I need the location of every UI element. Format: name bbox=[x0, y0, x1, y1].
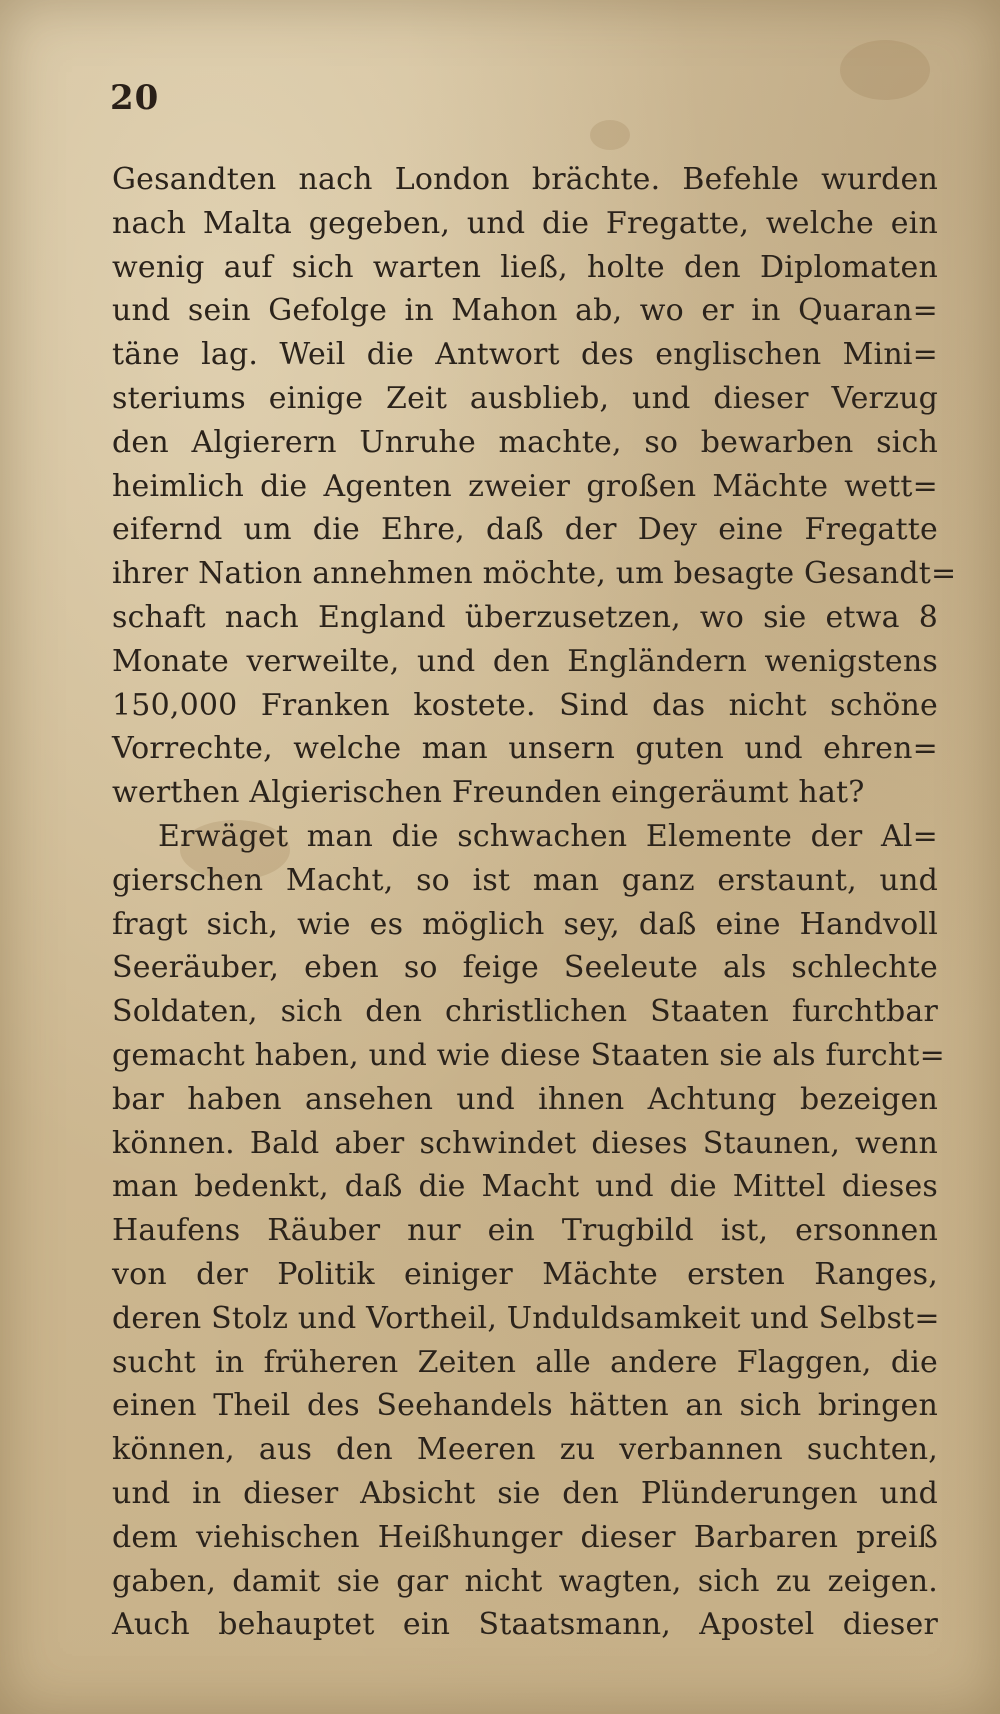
text-line: nach Malta gegeben, und die Fregatte, welche ein bbox=[112, 205, 938, 241]
text-line: gaben, damit sie gar nicht wagten, sich zu zeigen. bbox=[112, 1563, 938, 1599]
text-line: den Algierern Unruhe machte, so bewarben sich bbox=[112, 424, 938, 460]
text-line: und sein Gefolge in Mahon ab, wo er in Quaran= bbox=[112, 293, 938, 329]
text-line: Monate verweilte, und den Engländern wenigstens bbox=[112, 643, 938, 679]
text-line: schaft nach England überzusetzen, wo sie etwa 8 bbox=[112, 599, 938, 635]
paper-stain bbox=[590, 120, 630, 150]
text-line: gemacht haben, und wie diese Staaten sie als furcht= bbox=[112, 1037, 945, 1073]
text-line: sucht in früheren Zeiten alle andere Flaggen, die bbox=[112, 1344, 938, 1380]
text-line: man bedenkt, daß die Macht und die Mittel dieses bbox=[112, 1169, 938, 1205]
text-line: wenig auf sich warten ließ, holte den Diplomaten bbox=[112, 249, 938, 285]
text-line: Soldaten, sich den christlichen Staaten furchtbar bbox=[112, 994, 938, 1030]
text-line: können, aus den Meeren zu verbannen suchten, bbox=[112, 1432, 938, 1468]
text-line: heimlich die Agenten zweier großen Mächte wett= bbox=[112, 468, 938, 504]
text-line: steriums einige Zeit ausblieb, und dieser Verzug bbox=[112, 380, 938, 416]
text-line: können. Bald aber schwindet dieses Staunen, wenn bbox=[112, 1125, 938, 1161]
body-text bbox=[112, 158, 957, 1647]
text-line: eifernd um die Ehre, daß der Dey eine Fregatte bbox=[112, 512, 938, 548]
text-line: Vorrechte, welche man unsern guten und ehren= bbox=[112, 731, 938, 767]
text-line: fragt sich, wie es möglich sey, daß eine Handvoll bbox=[112, 906, 938, 942]
text-line: Seeräuber, eben so feige Seeleute als schlechte bbox=[112, 950, 938, 986]
text-line: Auch behauptet ein Staatsmann, Apostel dieser bbox=[112, 1607, 938, 1643]
paper-stain bbox=[840, 40, 930, 100]
text-line: deren Stolz und Vortheil, Unduldsamkeit und Selbst= bbox=[112, 1300, 940, 1336]
text-line: gierschen Macht, so ist man ganz erstaunt, und bbox=[112, 862, 938, 898]
text-line: ihrer Nation annehmen möchte, um besagte Gesandt= bbox=[112, 556, 957, 592]
text-line: 150,000 Franken kostete. Sind das nicht schöne bbox=[112, 687, 938, 723]
text-line: Haufens Räuber nur ein Trugbild ist, ersonnen bbox=[112, 1213, 938, 1249]
text-line: Erwäget man die schwachen Elemente der Al= bbox=[158, 818, 938, 854]
text-line: einen Theil des Seehandels hätten an sich bringen bbox=[112, 1388, 938, 1424]
text-line: werthen Algierischen Freunden eingeräumt hat? bbox=[112, 775, 865, 811]
text-line: täne lag. Weil die Antwort des englischen Mini= bbox=[112, 337, 938, 373]
text-line: bar haben ansehen und ihnen Achtung bezeigen bbox=[112, 1081, 938, 1117]
text-line: dem viehischen Heißhunger dieser Barbaren preiß bbox=[112, 1519, 938, 1555]
text-line: Gesandten nach London brächte. Befehle wurden bbox=[112, 162, 938, 197]
text-line: von der Politik einiger Mächte ersten Ranges, bbox=[112, 1256, 938, 1292]
page-number: 20 bbox=[110, 78, 160, 118]
text-line: und in dieser Absicht sie den Plünderungen und bbox=[112, 1475, 938, 1511]
